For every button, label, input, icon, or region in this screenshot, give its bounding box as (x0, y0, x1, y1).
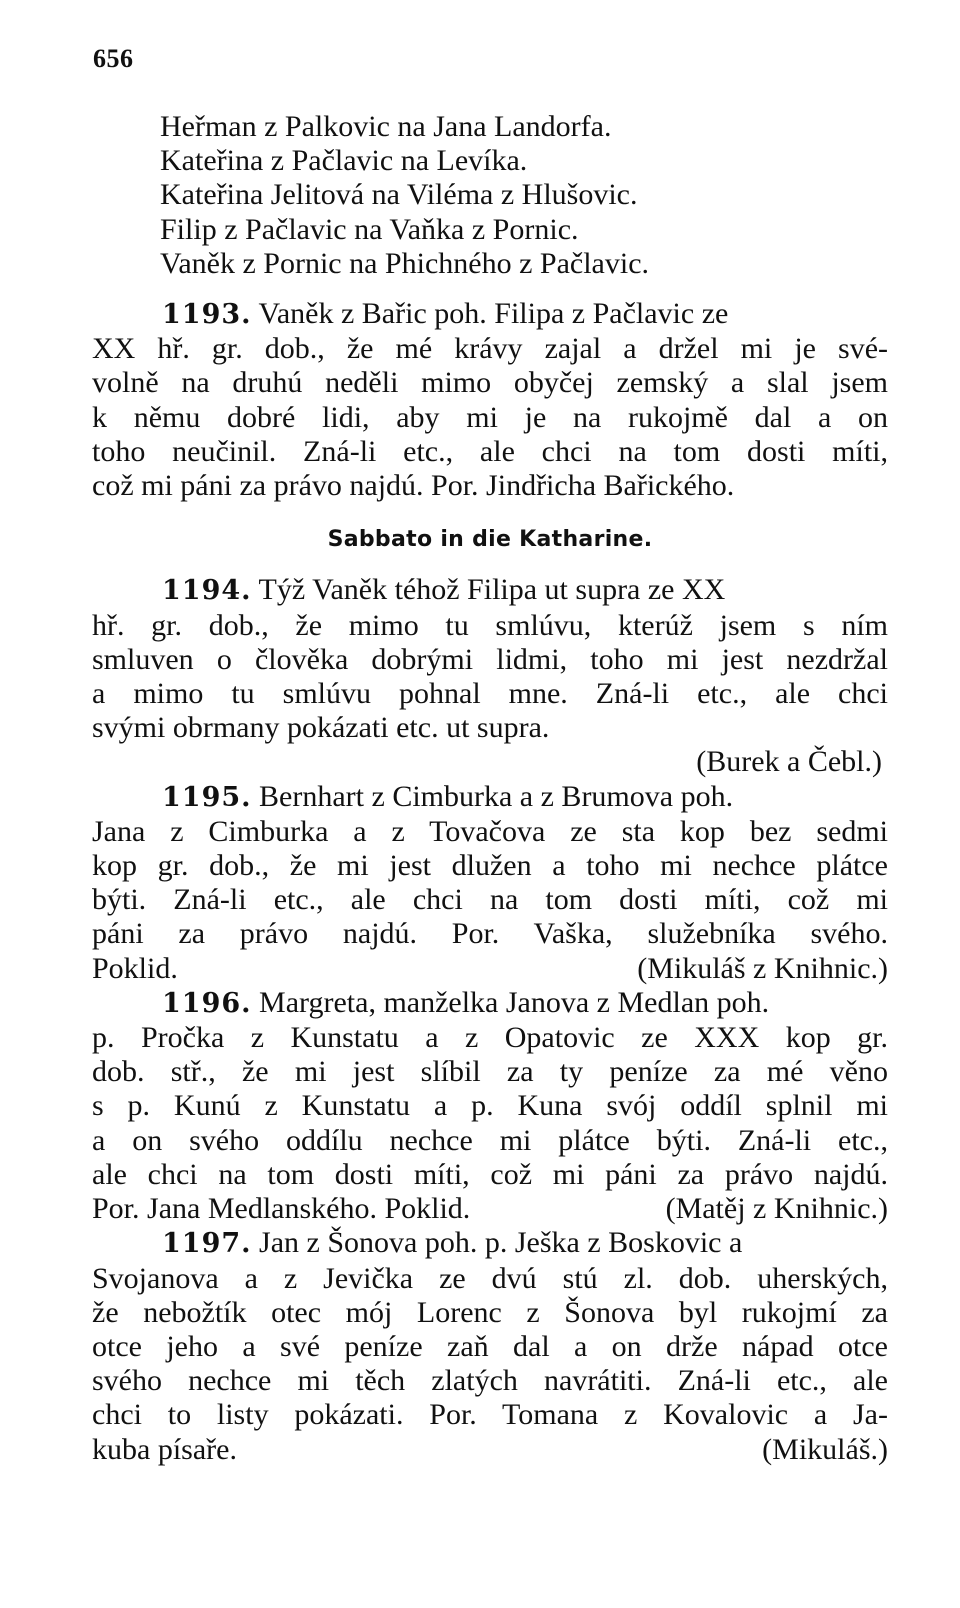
entry-line: svými obrmany pokázati etc. ut supra. (92, 711, 550, 745)
entry-number: 1197. (162, 1228, 252, 1260)
entry-first-line (92, 986, 888, 1021)
entry-number: 1195. (162, 781, 252, 813)
entry-number: 1193. (162, 299, 252, 331)
entry-last-line (92, 1433, 888, 1467)
entry-line: býti. Zná-li etc., ale chci na tom dosti míti, což mi (92, 883, 888, 917)
entry-line: Por. Jana Medlanského. Poklid. (92, 1192, 471, 1226)
entry-line: což mi páni za právo najdú. Por. Jindřicha Bařického. (92, 469, 735, 503)
entry-line: volně na druhú neděli mimo obyčej zemský a slal jsem (92, 366, 888, 400)
entry-line: Svojanova a z Jevička ze dvú stú zl. dob. uherských, (92, 1261, 888, 1295)
list-item: Kateřina z Pačlavic na Levíka. (160, 144, 528, 178)
entry-text: Jan z Šonova poh. p. Ješka z Boskovic a (259, 1226, 743, 1260)
entry-signature: (Burek a Čebl.) (696, 745, 882, 779)
entry-text: Bernhart z Cimburka a z Brumova poh. (259, 779, 734, 813)
entry-line: kop gr. dob., že mi jest dlužen a toho mi nechce plátce (92, 849, 888, 883)
entry-line: smluven o člověka dobrými lidmi, toho mi jest nezdržal (92, 642, 888, 676)
entry-line: k němu dobré lidi, aby mi je na rukojmě dal a on (92, 400, 888, 434)
entry-signature: (Mikuláš.) (762, 1432, 888, 1466)
page-content (92, 110, 888, 1467)
entry-text: Margreta, manželka Janova z Medlan poh. (259, 985, 770, 1019)
entry-line: p. Pročka z Kunstatu a z Opatovic ze XXX kop gr. (92, 1021, 888, 1055)
entry-signature: (Mikuláš z Knihnic.) (637, 951, 888, 985)
entry-line: ale chci na tom dosti míti, což mi páni za právo najdú. (92, 1157, 888, 1191)
entry-number: 1194. (162, 575, 252, 607)
entry-line: kuba písaře. (92, 1432, 237, 1466)
entry-1197 (92, 1226, 888, 1466)
entry-first-line (92, 780, 888, 815)
list-item: Filip z Pačlavic na Vaňka z Pornic. (160, 212, 579, 246)
party-list (92, 110, 888, 281)
entry-line: XX hř. gr. dob., že mé krávy zajal a držel mi je své- (92, 332, 888, 366)
list-item: Heřman z Palkovic na Jana Landorfa. (160, 110, 612, 143)
entry-line: páni za právo najdú. Por. Vaška, služebníka svého. (92, 917, 888, 951)
entry-line: dob. stř., že mi jest slíbil za ty peníze za mé věno (92, 1055, 888, 1089)
entry-line: otce jeho a své peníze zaň dal a on drže nápad otce (92, 1329, 888, 1363)
entry-last-line (92, 952, 888, 986)
entry-text: Týž Vaněk téhož Filipa ut supra ze XX (258, 573, 726, 607)
page-number: 656 (93, 44, 134, 73)
entry-line: Poklid. (92, 951, 178, 985)
entry-last-line (92, 1192, 888, 1226)
entry-1195 (92, 780, 888, 986)
entry-line: hř. gr. dob., že mimo tu smlúvu, kterúž jsem s ním (92, 608, 888, 642)
section-heading: Sabbato in die Katharine. (327, 527, 653, 553)
list-item: Kateřina Jelitová na Viléma z Hlušovic. (160, 178, 638, 212)
entry-first-line (92, 1226, 888, 1261)
entry-line: s p. Kunú z Kunstatu a p. Kuna svój oddíl splnil mi (92, 1089, 888, 1123)
entry-1193 (92, 297, 888, 503)
entry-line: a mimo tu smlúvu pohnal mne. Zná-li etc., ale chci (92, 677, 888, 711)
entry-1196 (92, 986, 888, 1226)
list-item: Vaněk z Pornic na Phichného z Pačlavic. (160, 246, 650, 280)
entry-first-line (92, 573, 888, 608)
entry-line: svého nechce mi těch zlatých navrátiti. Zná-li etc., ale (92, 1364, 888, 1398)
entry-line: chci to listy pokázati. Por. Tomana z Kovalovic a Ja- (92, 1398, 888, 1432)
entry-line: toho neučinil. Zná-li etc., ale chci na tom dosti míti, (92, 434, 888, 468)
entry-text: Vaněk z Bařic poh. Filipa z Pačlavic ze (258, 297, 729, 331)
entry-number: 1196. (162, 987, 252, 1019)
entry-line: a on svého oddílu nechce mi plátce býti. Zná-li etc., (92, 1123, 888, 1157)
entry-1194 (92, 573, 888, 779)
entry-first-line (92, 297, 888, 332)
entry-line: že nebožtík otec mój Lorenc z Šonova byl rukojmí za (92, 1295, 888, 1329)
entry-line: Jana z Cimburka a z Tovačova ze sta kop bez sedmi (92, 814, 888, 848)
entry-signature: (Matěj z Knihnic.) (665, 1192, 888, 1226)
